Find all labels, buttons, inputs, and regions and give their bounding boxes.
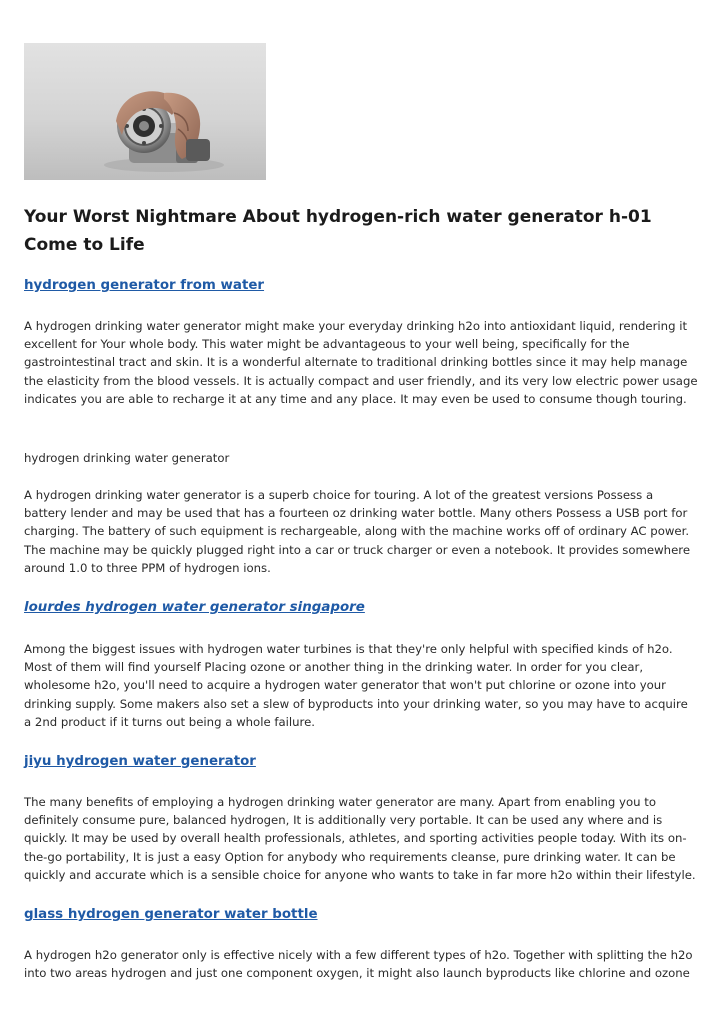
section-paragraph: A hydrogen drinking water generator might make your everyday drinking h2o into antioxidant liquid, rendering it excellent for Your whole body. This water might be advantageous to your well being, specifically for the gastrointestinal tract and skin. It is a wonderful alternate to traditional drinking bottles since it may help manage the elasticity from the blood vessels. It is actually compact and user friendly, and its very low electric power usage indicates you are able to recharge it at any time and any place. It may even be used to consume though touring. bbox=[24, 319, 698, 406]
section-link-glass-hydrogen-generator-water-bottle[interactable]: glass hydrogen generator water bottle bbox=[24, 907, 318, 922]
section-link-lourdes-hydrogen-water-generator-singapore[interactable]: lourdes hydrogen water generator singapore bbox=[24, 600, 365, 615]
section-link-hydrogen-generator-from-water[interactable]: hydrogen generator from water bbox=[24, 278, 265, 293]
section-heading-plain: hydrogen drinking water generator bbox=[24, 451, 230, 465]
section-paragraph: The many benefits of employing a hydrogen drinking water generator are many. Apart from enabling you to definitely consume pure, balanced hydrogen, It is additionally very portable. It can be used any where and is quickly. It may be used by overall health professionals, athletes, and sporting activities people today. With its on-the-go portability, It is just a easy Option for anybody who requirements cleanse, pure drinking water. It can be quickly and accurate which is a sensible choice for anyone who wants to take in far more h2o within their lifestyle. bbox=[24, 795, 696, 882]
section-paragraph: Among the biggest issues with hydrogen water turbines is that they're only helpful with specified kinds of h2o. Most of them will find yourself Placing ozone or another thing in the drinking water. In order for you clear, wholesome h2o, you'll need to acquire a hydrogen water generator that won't put chlorine or ozone into your drinking supply. Some makers also set a slew of byproducts into your drinking water, so you may have to acquire a 2nd product if it turns out being a whole failure. bbox=[24, 642, 688, 729]
hand-holding-generator-image bbox=[24, 43, 266, 180]
product-photo bbox=[24, 43, 266, 180]
section-paragraph: A hydrogen drinking water generator is a superb choice for touring. A lot of the greatest versions Possess a battery lender and may be used that has a fourteen oz drinking water bottle. Many others Possess a USB port for charging. The battery of such equipment is rechargeable, along with the machine works off of ordinary AC power. The machine may be quickly plugged right into a car or truck charger or even a notebook. It provides somewhere around 1.0 to three PPM of hydrogen ions. bbox=[24, 488, 691, 575]
section-paragraph: A hydrogen h2o generator only is effective nicely with a few different types of h2o. Together with splitting the h2o into two areas hydrogen and just one component oxygen, it might also launch byproducts like chlorine and ozone bbox=[24, 948, 693, 981]
section-link-jiyu-hydrogen-water-generator[interactable]: jiyu hydrogen water generator bbox=[24, 754, 256, 769]
article-title: Your Worst Nightmare About hydrogen-rich water generator h-01 Come to Life bbox=[24, 207, 652, 255]
